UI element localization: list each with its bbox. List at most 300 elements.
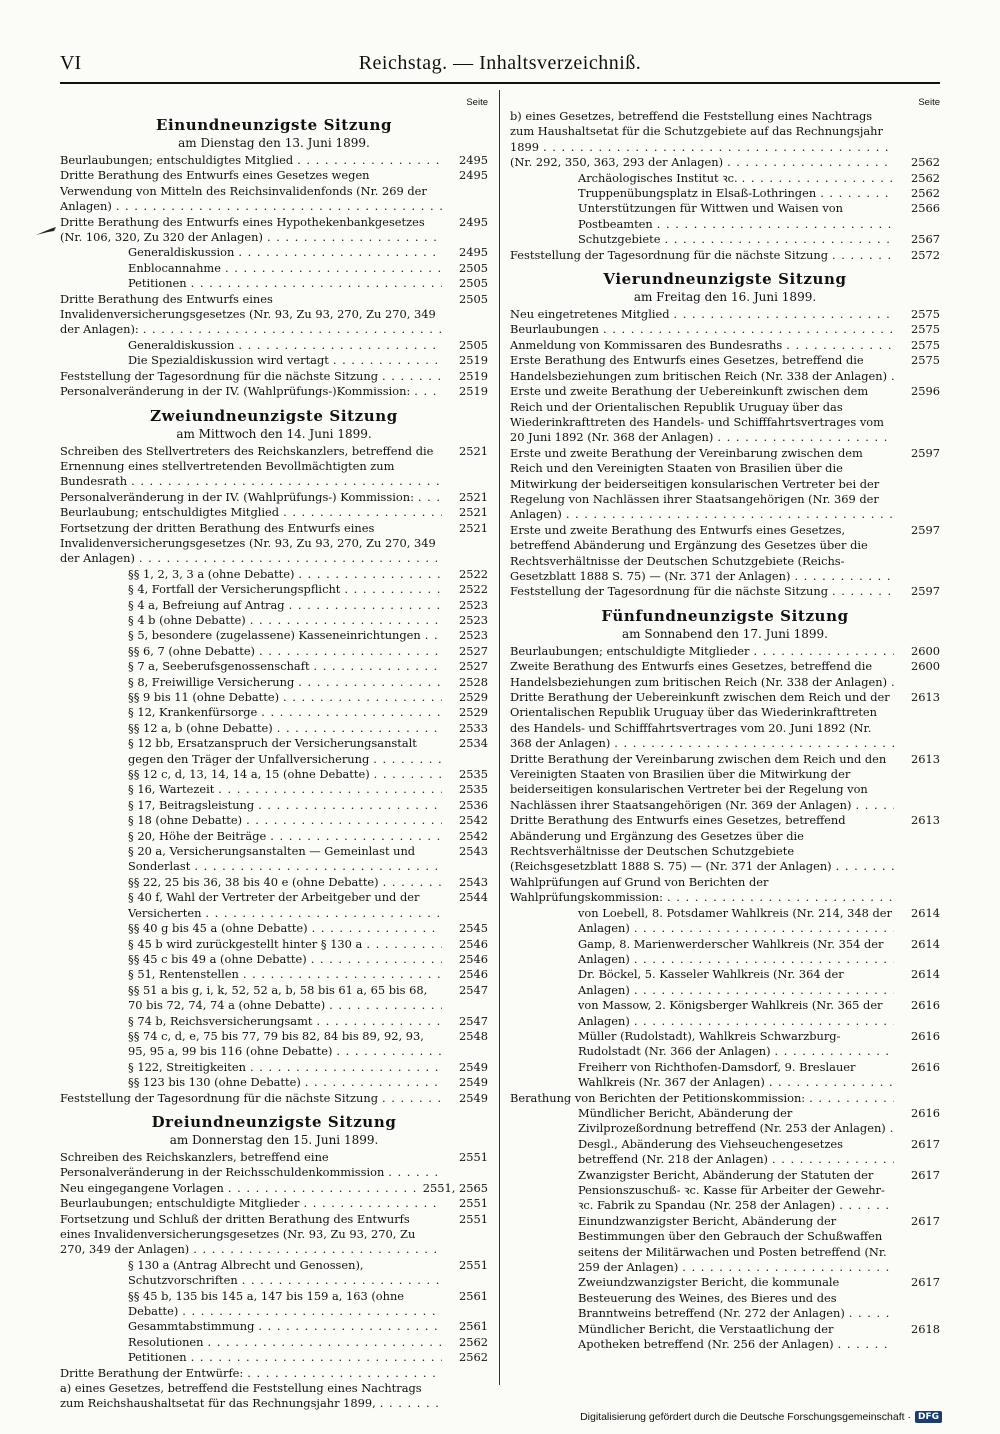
- page-ref: 2614: [894, 906, 940, 921]
- toc-entry: [510, 584, 940, 599]
- entry-text: von Massow, 2. Königsberger Wahlkreis (Nr. 365 der Anlagen) . . .: [578, 998, 894, 1029]
- page-ref: 2575: [894, 353, 940, 368]
- entry-text: Müller (Rudolstadt), Wahlkreis Schwarzburg-Rudolstadt (Nr. 366 der Anlagen) . . .: [578, 1029, 894, 1060]
- entry-text: § 4 a, Befreiung auf Antrag . . .: [128, 598, 442, 613]
- toc-entry: [510, 1214, 940, 1276]
- page-ref: 2521: [442, 521, 488, 536]
- page-ref: 2617: [894, 1137, 940, 1152]
- toc-entry: [60, 1196, 488, 1211]
- page-ref: 2616: [894, 1060, 940, 1075]
- page-ref: 2597: [894, 446, 940, 461]
- section-93-continued: [510, 109, 940, 263]
- page-ref: 2523: [442, 598, 488, 613]
- entry-text: Dritte Berathung des Entwurfs eines Hypothekenbankgesetzes (Nr. 106, 320, Zu 320 der Anlagen) . . .: [60, 215, 442, 246]
- entry-text: Resolutionen . . .: [128, 1335, 442, 1350]
- toc-entry: [60, 598, 488, 613]
- page-ref: 2523: [442, 628, 488, 643]
- page-ref: 2505: [442, 338, 488, 353]
- page-ref: 2544: [442, 890, 488, 905]
- section-title: Zweiundneunzigste Sitzung: [150, 406, 398, 425]
- entry-text: § 17, Beitragsleistung . . .: [128, 798, 442, 813]
- toc-entry: [60, 338, 488, 353]
- entry-text: a) eines Gesetzes, betreffend die Feststellung eines Nachtrags zum Reichshaushaltsetat für das Rechnungsjahr 1899, . . .: [60, 1381, 442, 1412]
- digitization-credit: [580, 1411, 942, 1423]
- entry-text: §§ 9 bis 11 (ohne Debatte) . . .: [128, 690, 442, 705]
- column-divider: [499, 90, 500, 1385]
- toc-entry: [510, 171, 940, 186]
- page-ref: 2549: [442, 1075, 488, 1090]
- entry-text: § 130 a (Antrag Albrecht und Genossen), Schutzvorschriften . . .: [128, 1258, 442, 1289]
- entry-text: Die Spezialdiskussion wird vertagt . . .: [128, 353, 442, 368]
- toc-entry: [60, 798, 488, 813]
- page-ref: 2533: [442, 721, 488, 736]
- seite-label: Seite: [918, 97, 940, 108]
- toc-entry: [510, 1168, 940, 1214]
- entry-text: § 4 b (ohne Debatte) . . .: [128, 613, 442, 628]
- toc-entry: [60, 353, 488, 368]
- toc-entry: [60, 1319, 488, 1334]
- toc-entry: [60, 705, 488, 720]
- entry-text: § 45 b wird zurückgestellt hinter § 130 a . . .: [128, 937, 442, 952]
- page-ref: 2575: [894, 338, 940, 353]
- toc-entry: [510, 906, 940, 937]
- section-title: Vierundneunzigste Sitzung: [603, 270, 847, 289]
- toc-entry: [60, 736, 488, 767]
- toc-entry: [60, 875, 488, 890]
- page-ref: 2562: [894, 155, 940, 170]
- page-ref: 2617: [894, 1275, 940, 1290]
- toc-entry: [510, 998, 940, 1029]
- toc-entry: [60, 1014, 488, 1029]
- toc-entry: [60, 967, 488, 982]
- toc-entry: [60, 261, 488, 276]
- page-ref: 2529: [442, 705, 488, 720]
- entry-list: [60, 1150, 488, 1412]
- toc-entry: [60, 444, 488, 490]
- page-ref: 2547: [442, 1014, 488, 1029]
- toc-entry: [60, 1181, 488, 1196]
- page-ref: 2551: [442, 1258, 488, 1273]
- toc-entry: [510, 322, 940, 337]
- section-93: [60, 1112, 488, 1412]
- entry-text: §§ 45 c bis 49 a (ohne Debatte) . . .: [128, 952, 442, 967]
- section-date: am Sonnabend den 17. Juni 1899.: [622, 626, 828, 641]
- entry-text: § 16, Wartezeit . . .: [128, 782, 442, 797]
- entry-text: Beurlaubungen; entschuldigte Mitglieder . . .: [510, 644, 894, 659]
- entry-text: Wahlprüfungen auf Grund von Berichten der Wahlprüfungskommission: . . .: [510, 875, 894, 906]
- page-number: VI: [60, 52, 82, 74]
- toc-entry: [60, 844, 488, 875]
- section-94: [510, 269, 940, 600]
- toc-entry: [510, 186, 940, 201]
- page-ref: 2618: [894, 1322, 940, 1337]
- page-header: [60, 52, 940, 80]
- page-ref: 2546: [442, 937, 488, 952]
- toc-entry: [60, 952, 488, 967]
- entry-text: (Nr. 292, 350, 363, 293 der Anlagen) . . .: [510, 155, 894, 170]
- toc-entry: [510, 384, 940, 446]
- entry-text: § 12 bb, Ersatzanspruch der Versicherungsanstalt gegen den Träger der Unfallversicherung . . .: [128, 736, 442, 767]
- page-ref: 2562: [442, 1350, 488, 1365]
- entry-text: § 51, Rentenstellen . . .: [128, 967, 442, 982]
- page-ref: 2600: [894, 659, 940, 674]
- page-ref: 2551, 2565: [417, 1181, 488, 1196]
- toc-entry: [60, 890, 488, 921]
- page-ref: 2562: [442, 1335, 488, 1350]
- page-ref: 2551: [442, 1212, 488, 1227]
- entry-text: Berathung von Berichten der Petitionskommission: . . .: [510, 1091, 894, 1106]
- page-ref: 2613: [894, 690, 940, 705]
- section-title: Einundneunzigste Sitzung: [155, 116, 393, 134]
- page-ref: 2614: [894, 937, 940, 952]
- toc-entry: [60, 292, 488, 338]
- page-ref: 2529: [442, 690, 488, 705]
- page-ref: 2561: [442, 1289, 488, 1304]
- page-ref: 2562: [894, 171, 940, 186]
- section-date: am Donnerstag den 15. Juni 1899.: [169, 1132, 379, 1147]
- entry-text: Schutzgebiete . . .: [578, 232, 894, 247]
- entry-text: Schreiben des Stellvertreters des Reichskanzlers, betreffend die Ernennung eines stellvertretenden Bevollmächtigten zum Bundesrath . . .: [60, 444, 442, 490]
- entry-text: Beurlaubungen; entschuldigtes Mitglied . . .: [60, 153, 442, 168]
- toc-entry: [60, 1091, 488, 1106]
- page-ref: 2547: [442, 983, 488, 998]
- page-ref: 2548: [442, 1029, 488, 1044]
- toc-entry: [60, 937, 488, 952]
- entry-text: §§ 1, 2, 3, 3 a (ohne Debatte) . . .: [128, 567, 442, 582]
- entry-text: § 74 b, Reichsversicherungsamt . . .: [128, 1014, 442, 1029]
- toc-entry: [510, 201, 940, 232]
- page-ref: 2495: [442, 215, 488, 230]
- page-ref: 2519: [442, 384, 488, 399]
- entry-text: §§ 22, 25 bis 36, 38 bis 40 e (ohne Debatte) . . .: [128, 875, 442, 890]
- page-ref: 2528: [442, 675, 488, 690]
- entry-text: Petitionen . . .: [128, 276, 442, 291]
- running-title: Reichstag. — Inhaltsverzeichniß.: [358, 52, 642, 74]
- entry-text: Feststellung der Tagesordnung für die nächste Sitzung . . .: [510, 248, 894, 263]
- toc-entry: [60, 384, 488, 399]
- toc-entry: [60, 659, 488, 674]
- entry-text: § 40 f, Wahl der Vertreter der Arbeitgeber und der Versicherten . . .: [128, 890, 442, 921]
- entry-text: Mündlicher Bericht, die Verstaatlichung der Apotheken betreffend (Nr. 256 der Anlagen) . . .: [578, 1322, 894, 1353]
- entry-text: Generaldiskussion . . .: [128, 245, 442, 260]
- page-ref: 2546: [442, 967, 488, 982]
- entry-text: Dr. Böckel, 5. Kasseler Wahlkreis (Nr. 364 der Anlagen) . . .: [578, 967, 894, 998]
- page-ref: 2546: [442, 952, 488, 967]
- toc-entry: [60, 521, 488, 567]
- toc-entry: [60, 1258, 488, 1289]
- page-ref: 2519: [442, 369, 488, 384]
- page-ref: 2617: [894, 1168, 940, 1183]
- toc-entry: [60, 675, 488, 690]
- entry-text: Dritte Berathung der Vereinbarung zwischen dem Reich und den Vereinigten Staaten von Brasilien über die Mitwirkung der beiderseitigen konsularischen Vertreter bei der Regelung von Nachlässen ihrer Staatsangehörigen (Nr. 369 der Anlagen) . . .: [510, 752, 894, 814]
- toc-entry: [510, 1137, 940, 1168]
- page-ref: 2543: [442, 875, 488, 890]
- entry-text: § 20 a, Versicherungsanstalten — Gemeinlast und Sonderlast . . .: [128, 844, 442, 875]
- entry-text: Erste und zweite Berathung der Uebereinkunft zwischen dem Reich und der Orientalischen Republik Uruguay über das Wiederinkrafttreten des Handels- und Schifffahrtsvertrages vom 20 Juni 1892 (Nr. 368 der Anlagen) . . .: [510, 384, 894, 446]
- entry-text: Freiherr von Richthofen-Damsdorf, 9. Breslauer Wahlkreis (Nr. 367 der Anlagen) . . .: [578, 1060, 894, 1091]
- entry-list: [510, 644, 940, 1353]
- entry-text: Feststellung der Tagesordnung für die nächste Sitzung . . .: [60, 369, 442, 384]
- page-ref: 2519: [442, 353, 488, 368]
- page-ref: 2575: [894, 307, 940, 322]
- entry-text: Dritte Berathung des Entwurfs eines Gesetzes, betreffend Abänderung und Ergänzung des Gesetzes über die Rechtsverhältnisse der Deutschen Schutzgebiete (Reichsgesetzblatt 1888 S. 75) — (Nr. 371 der Anlagen) . . .: [510, 813, 894, 875]
- toc-entry: [60, 628, 488, 643]
- entry-text: Truppenübungsplatz in Elsaß-Lothringen . . .: [578, 186, 894, 201]
- entry-text: §§ 12 c, d, 13, 14, 14 a, 15 (ohne Debatte) . . .: [128, 767, 442, 782]
- entry-text: Dritte Berathung der Entwürfe: . . .: [60, 1366, 442, 1381]
- toc-entry: [60, 1060, 488, 1075]
- page-ref: 2535: [442, 782, 488, 797]
- page-ref: 2495: [442, 153, 488, 168]
- entry-text: §§ 45 b, 135 bis 145 a, 147 bis 159 a, 163 (ohne Debatte) . . .: [128, 1289, 442, 1320]
- entry-text: Zwanzigster Bericht, Abänderung der Statuten der Pensionszuschuß- ꝛc. Kasse für Arbeiter der Gewehr- ꝛc. Fabrik zu Spandau (Nr. 258 der Anlagen) . . .: [578, 1168, 894, 1214]
- page-ref: 2542: [442, 813, 488, 828]
- page-ref: 2572: [894, 248, 940, 263]
- toc-entry: [510, 248, 940, 263]
- entry-text: §§ 51 a bis g, i, k, 52, 52 a, b, 58 bis 61 a, 65 bis 68, 70 bis 72, 74, 74 a (ohne Debatte) . . .: [128, 983, 442, 1014]
- entry-text: Beurlaubung; entschuldigtes Mitglied . . .: [60, 505, 442, 520]
- toc-entry: [60, 1075, 488, 1090]
- toc-entry: [510, 644, 940, 659]
- toc-entry: [60, 369, 488, 384]
- page-ref: 2521: [442, 505, 488, 520]
- toc-entry: [60, 613, 488, 628]
- toc-entry: [60, 276, 488, 291]
- entry-text: §§ 12 a, b (ohne Debatte) . . .: [128, 721, 442, 736]
- page-ref: 2616: [894, 1106, 940, 1121]
- page-ref: 2535: [442, 767, 488, 782]
- entry-text: Personalveränderung in der IV. (Wahlprüfungs-) Kommission: . . .: [60, 490, 442, 505]
- toc-entry: [60, 1381, 488, 1412]
- dfg-logo: DFG: [915, 1411, 942, 1423]
- toc-entry: [60, 829, 488, 844]
- entry-text: b) eines Gesetzes, betreffend die Feststellung eines Nachtrags zum Haushaltsetat für die Schutzgebiete auf das Rechnungsjahr 1899 . . .: [510, 109, 894, 155]
- entry-text: Dritte Berathung der Uebereinkunft zwischen dem Reich und der Orientalischen Republik Uruguay über das Wiederinkrafttreten des Handels- und Schifffahrtsvertrages vom 20. Juni 1892 (Nr. 368 der Anlagen) . . .: [510, 690, 894, 752]
- toc-entry: [510, 1106, 940, 1137]
- page-ref: 2613: [894, 813, 940, 828]
- entry-text: Generaldiskussion . . .: [128, 338, 442, 353]
- page-ref: 2551: [442, 1196, 488, 1211]
- toc-entry: [60, 1029, 488, 1060]
- toc-entry: [60, 168, 488, 214]
- toc-entry: [510, 813, 940, 875]
- page-ref: 2613: [894, 752, 940, 767]
- page-ref: 2542: [442, 829, 488, 844]
- page-ref: 2536: [442, 798, 488, 813]
- page-ref: 2597: [894, 584, 940, 599]
- page-ref: 2597: [894, 523, 940, 538]
- toc-entry: [60, 245, 488, 260]
- credit-text: Digitalisierung gefördert durch die Deutsche Forschungsgemeinschaft ·: [580, 1411, 911, 1423]
- page-ref: 2522: [442, 582, 488, 597]
- entry-text: §§ 123 bis 130 (ohne Debatte) . . .: [128, 1075, 442, 1090]
- entry-text: Neu eingegangene Vorlagen . . .: [60, 1181, 417, 1196]
- toc-entry: [60, 1366, 488, 1381]
- page-ref: 2567: [894, 232, 940, 247]
- page-ref: 2562: [894, 186, 940, 201]
- page-ref: 2521: [442, 444, 488, 459]
- toc-entry: [510, 1029, 940, 1060]
- entry-text: Enblocannahme . . .: [128, 261, 442, 276]
- entry-text: Erste und zweite Berathung des Entwurfs eines Gesetzes, betreffend Abänderung und Ergänzung des Gesetzes über die Rechtsverhältnisse der Deutschen Schutzgebiete (Reichs-Gesetzblatt 1888 S. 75) — (Nr. 371 der Anlagen) . . .: [510, 523, 894, 585]
- page-ref: 2545: [442, 921, 488, 936]
- toc-entry: [60, 690, 488, 705]
- entry-text: Zweiundzwanzigster Bericht, die kommunale Besteuerung des Weines, des Bieres und des Branntweins betreffend (Nr. 272 der Anlagen) . . .: [578, 1275, 894, 1321]
- section-date: am Dienstag den 13. Juni 1899.: [178, 136, 370, 150]
- page-ref: 2527: [442, 659, 488, 674]
- entry-text: Gesammtabstimmung . . .: [128, 1319, 442, 1334]
- page-ref: 2549: [442, 1091, 488, 1106]
- toc-entry: [60, 490, 488, 505]
- entry-text: Fortsetzung und Schluß der dritten Berathung des Entwurfs eines Invalidenversicherungsgesetzes (Nr. 93, Zu 93, 270, Zu 270, 349 der Anlagen) . . .: [60, 1212, 442, 1258]
- entry-text: Beurlaubungen . . .: [510, 322, 894, 337]
- entry-list: [60, 444, 488, 1106]
- page-ref: 2505: [442, 276, 488, 291]
- section-95: [510, 606, 940, 1353]
- page-ref: 2617: [894, 1214, 940, 1229]
- toc-entry: [60, 1212, 488, 1258]
- toc-entry: [60, 721, 488, 736]
- entry-text: Dritte Berathung des Entwurfs eines Invalidenversicherungsgesetzes (Nr. 93, Zu 93, 270, Zu 270, 349 der Anlagen): . . .: [60, 292, 442, 338]
- entry-text: § 5, besondere (zugelassene) Kasseneinrichtungen . . .: [128, 628, 442, 643]
- toc-entry: [510, 1275, 940, 1321]
- page-ref: 2521: [442, 490, 488, 505]
- header-rule: [60, 82, 940, 84]
- page-ref: 2616: [894, 1029, 940, 1044]
- entry-text: Anmeldung von Kommissaren des Bundesraths . . .: [510, 338, 894, 353]
- entry-text: § 8, Freiwillige Versicherung . . .: [128, 675, 442, 690]
- toc-entry: [60, 983, 488, 1014]
- toc-entry: [60, 1289, 488, 1320]
- toc-entry: [510, 937, 940, 968]
- entry-text: von Loebell, 8. Potsdamer Wahlkreis (Nr. 214, 348 der Anlagen) . . .: [578, 906, 894, 937]
- toc-entry: [60, 921, 488, 936]
- entry-list: [510, 109, 940, 263]
- toc-entry: [510, 109, 940, 155]
- section-date: am Mittwoch den 14. Juni 1899.: [176, 426, 372, 441]
- entry-text: Schreiben des Reichskanzlers, betreffend eine Personalveränderung in der Reichsschuldenkommission . . .: [60, 1150, 442, 1181]
- toc-entry: [60, 1350, 488, 1365]
- section-title: Dreiundneunzigste Sitzung: [151, 1112, 397, 1131]
- entry-list: [510, 307, 940, 600]
- toc-entry: [60, 215, 488, 246]
- entry-text: § 20, Höhe der Beiträge . . .: [128, 829, 442, 844]
- entry-text: § 122, Streitigkeiten . . .: [128, 1060, 442, 1075]
- page-ref: 2614: [894, 967, 940, 982]
- entry-text: Neu eingetretenes Mitglied . . .: [510, 307, 894, 322]
- toc-entry: [510, 752, 940, 814]
- right-column: [510, 96, 940, 1352]
- toc-entry: [510, 659, 940, 690]
- toc-entry: [510, 1060, 940, 1091]
- entry-text: Erste und zweite Berathung der Vereinbarung zwischen dem Reich und den Vereinigten Staaten von Brasilien über die Mitwirkung der beiderseitigen konsularischen Vertreter bei der Regelung von Nachlässen ihrer Staatsangehörigen (Nr. 369 der Anlagen) . . .: [510, 446, 894, 523]
- toc-entry: [510, 967, 940, 998]
- section-92: [60, 406, 488, 1106]
- page-ref: 2551: [442, 1150, 488, 1165]
- toc-entry: [60, 153, 488, 168]
- toc-entry: [510, 353, 940, 384]
- entry-text: § 18 (ohne Debatte) . . .: [128, 813, 442, 828]
- page-ref: 2534: [442, 736, 488, 751]
- toc-entry: [510, 155, 940, 170]
- page-ref: 2505: [442, 292, 488, 307]
- page-ref: 2543: [442, 844, 488, 859]
- page-ref: 2600: [894, 644, 940, 659]
- page-ref: 2495: [442, 168, 488, 183]
- toc-entry: [60, 582, 488, 597]
- toc-entry: [60, 644, 488, 659]
- page-ref: 2495: [442, 245, 488, 260]
- entry-text: Erste Berathung des Entwurfs eines Gesetzes, betreffend die Handelsbeziehungen zum britischen Reich (Nr. 338 der Anlagen) . . .: [510, 353, 894, 384]
- toc-entry: [510, 1091, 940, 1106]
- toc-entry: [510, 446, 940, 523]
- entry-text: Petitionen . . .: [128, 1350, 442, 1365]
- entry-text: Feststellung der Tagesordnung für die nächste Sitzung . . .: [510, 584, 894, 599]
- page-ref: 2505: [442, 261, 488, 276]
- page-ref: 2523: [442, 613, 488, 628]
- toc-entry: [60, 567, 488, 582]
- page-ref: 2575: [894, 322, 940, 337]
- entry-text: §§ 74 c, d, e, 75 bis 77, 79 bis 82, 84 bis 89, 92, 93, 95, 95 a, 99 bis 116 (ohne Debatte) . . .: [128, 1029, 442, 1060]
- page-ref: 2527: [442, 644, 488, 659]
- entry-text: Gamp, 8. Marienwerderscher Wahlkreis (Nr. 354 der Anlagen) . . .: [578, 937, 894, 968]
- toc-entry: [60, 1335, 488, 1350]
- toc-entry: [510, 690, 940, 752]
- section-91: [60, 115, 488, 400]
- toc-entry: [60, 813, 488, 828]
- entry-text: Einundzwanzigster Bericht, Abänderung der Bestimmungen über den Gebrauch der Schußwaffen seitens der Militärwachen und Posten betreffend (Nr. 259 der Anlagen) . . .: [578, 1214, 894, 1276]
- entry-text: Personalveränderung in der IV. (Wahlprüfungs-)Kommission: . . .: [60, 384, 442, 399]
- page-ref: 2561: [442, 1319, 488, 1334]
- toc-entry: [510, 1322, 940, 1353]
- entry-text: Unterstützungen für Wittwen und Waisen von Postbeamten . . .: [578, 201, 894, 232]
- page-ref: 2522: [442, 567, 488, 582]
- toc-entry: [510, 523, 940, 585]
- section-title: Fünfundneunzigste Sitzung: [601, 606, 849, 625]
- toc-entry: [510, 307, 940, 322]
- entry-text: § 7 a, Seeberufsgenossenschaft . . .: [128, 659, 442, 674]
- seite-label: Seite: [466, 97, 488, 108]
- page-ref: 2596: [894, 384, 940, 399]
- entry-text: Mündlicher Bericht, Abänderung der Zivilprozeßordnung betreffend (Nr. 253 der Anlagen) . . .: [578, 1106, 894, 1137]
- toc-entry: [510, 338, 940, 353]
- pointer-hand-icon: [36, 226, 58, 236]
- entry-text: Beurlaubungen; entschuldigte Mitglieder . . .: [60, 1196, 442, 1211]
- entry-text: §§ 40 g bis 45 a (ohne Debatte) . . .: [128, 921, 442, 936]
- entry-text: § 4, Fortfall der Versicherungspflicht . . .: [128, 582, 442, 597]
- entry-text: Zweite Berathung des Entwurfs eines Gesetzes, betreffend die Handelsbeziehungen zum britischen Reich (Nr. 338 der Anlagen) . . .: [510, 659, 894, 690]
- entry-text: Dritte Berathung des Entwurfs eines Gesetzes wegen Verwendung von Mitteln des Reichsinvalidenfonds (Nr. 269 der Anlagen) . . .: [60, 168, 442, 214]
- page-ref: 2616: [894, 998, 940, 1013]
- page-ref: 2549: [442, 1060, 488, 1075]
- entry-text: Desgl., Abänderung des Viehseuchengesetzes betreffend (Nr. 218 der Anlagen) . . .: [578, 1137, 894, 1168]
- toc-entry: [510, 232, 940, 247]
- entry-text: §§ 6, 7 (ohne Debatte) . . .: [128, 644, 442, 659]
- toc-entry: [60, 505, 488, 520]
- entry-text: Feststellung der Tagesordnung für die nächste Sitzung . . .: [60, 1091, 442, 1106]
- entry-text: Fortsetzung der dritten Berathung des Entwurfs eines Invalidenversicherungsgesetzes (Nr. 93, Zu 93, 270, Zu 270, 349 der Anlagen) . . .: [60, 521, 442, 567]
- left-column: [60, 96, 488, 1412]
- page-ref: 2566: [894, 201, 940, 216]
- section-date: am Freitag den 16. Juni 1899.: [633, 290, 817, 305]
- entry-text: Archäologisches Institut ꝛc. . . .: [578, 171, 894, 186]
- entry-list: [60, 153, 488, 400]
- toc-entry: [510, 875, 940, 906]
- toc-entry: [60, 1150, 488, 1181]
- toc-entry: [60, 782, 488, 797]
- toc-entry: [60, 767, 488, 782]
- entry-text: § 12, Krankenfürsorge . . .: [128, 705, 442, 720]
